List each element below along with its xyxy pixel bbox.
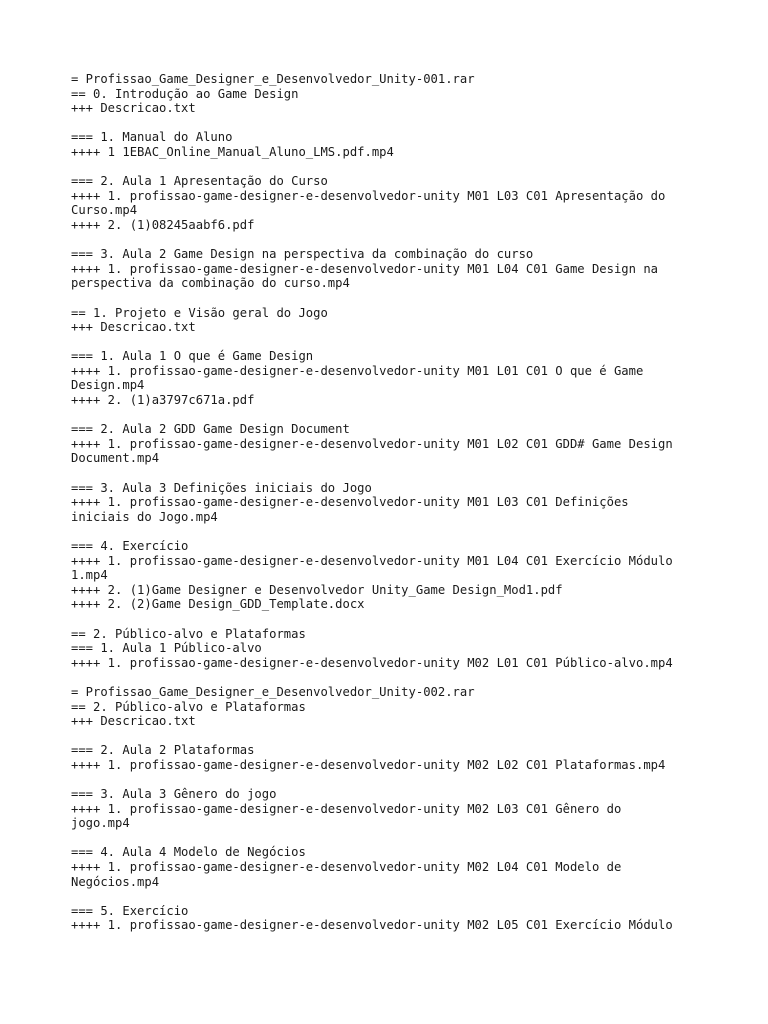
text-block <box>71 72 701 116</box>
blank-line <box>71 408 701 423</box>
text-line: Negócios.mp4 <box>71 874 160 889</box>
text-line: ++++ 1. profissao-game-designer-e-desenvolvedor-unity M01 L04 C01 Game Design na <box>71 261 658 276</box>
text-line: = Profissao_Game_Designer_e_Desenvolvedor_Unity-002.rar <box>71 684 475 699</box>
blank-line <box>71 116 701 131</box>
text-line: === 3. Aula 2 Game Design na perspectiva da combinação do curso <box>71 247 534 262</box>
text-block <box>71 904 701 933</box>
text-line: === 3. Aula 3 Gênero do jogo <box>71 787 277 802</box>
text-line: ++++ 1. profissao-game-designer-e-desenvolvedor-unity M01 L03 C01 Apresentação do <box>71 188 666 203</box>
text-line: +++ Descricao.txt <box>71 101 196 116</box>
blank-line <box>71 335 701 350</box>
text-line: == 1. Projeto e Visão geral do Jogo <box>71 305 328 320</box>
text-line: ++++ 1. profissao-game-designer-e-desenvolvedor-unity M02 L04 C01 Modelo de <box>71 860 622 875</box>
text-line: === 2. Aula 2 Plataformas <box>71 743 255 758</box>
text-block <box>71 422 701 466</box>
text-line: ++++ 1. profissao-game-designer-e-desenvolvedor-unity M01 L03 C01 Definições <box>71 495 629 510</box>
text-block <box>71 685 701 729</box>
text-line: 1.mp4 <box>71 568 108 583</box>
text-block <box>71 349 701 407</box>
text-line: ++++ 1 1EBAC_Online_Manual_Aluno_LMS.pdf.mp4 <box>71 144 394 159</box>
text-line: ++++ 1. profissao-game-designer-e-desenvolvedor-unity M01 L02 C01 GDD# Game Design <box>71 436 673 451</box>
text-line: Curso.mp4 <box>71 203 138 218</box>
text-line: === 4. Exercício <box>71 539 189 553</box>
text-line: ++++ 1. profissao-game-designer-e-desenvolvedor-unity M02 L05 C01 Exercício Módulo <box>71 918 673 933</box>
text-line: === 1. Aula 1 Público-alvo <box>71 641 262 656</box>
text-line: === 3. Aula 3 Definições iniciais do Jogo <box>71 480 372 495</box>
blank-line <box>71 773 701 788</box>
blank-line <box>71 831 701 846</box>
blank-line <box>71 160 701 175</box>
text-block <box>71 481 701 525</box>
text-line: ++++ 2. (1)a3797c671a.pdf <box>71 393 255 408</box>
text-line: == 0. Introdução ao Game Design <box>71 86 299 101</box>
text-line: Design.mp4 <box>71 378 145 393</box>
text-line: ++++ 1. profissao-game-designer-e-desenvolvedor-unity M01 L04 C01 Exercício Módulo <box>71 553 673 568</box>
text-line: jogo.mp4 <box>71 816 130 831</box>
text-line: === 1. Aula 1 O que é Game Design <box>71 349 314 364</box>
text-line: ++++ 1. profissao-game-designer-e-desenvolvedor-unity M02 L03 C01 Gênero do <box>71 801 622 816</box>
text-block <box>71 845 701 889</box>
text-block <box>71 743 701 772</box>
blank-line <box>71 612 701 627</box>
text-line: == 2. Público-alvo e Plataformas <box>71 626 306 641</box>
text-block <box>71 627 701 671</box>
text-line: Document.mp4 <box>71 451 160 466</box>
text-line: == 2. Público-alvo e Plataformas <box>71 699 306 714</box>
blank-line <box>71 729 701 744</box>
text-line: ++++ 2. (1)Game Designer e Desenvolvedor Unity_Game Design_Mod1.pdf <box>71 582 563 597</box>
blank-line <box>71 670 701 685</box>
text-line: +++ Descricao.txt <box>71 320 196 335</box>
text-line: === 4. Aula 4 Modelo de Negócios <box>71 845 306 860</box>
text-block <box>71 174 701 232</box>
text-line: === 2. Aula 2 GDD Game Design Document <box>71 422 350 437</box>
text-line: iniciais do Jogo.mp4 <box>71 509 218 524</box>
blank-line <box>71 524 701 539</box>
text-line: ++++ 2. (1)08245aabf6.pdf <box>71 217 255 232</box>
text-line: === 2. Aula 1 Apresentação do Curso <box>71 174 328 189</box>
text-line: ++++ 1. profissao-game-designer-e-desenvolvedor-unity M02 L01 C01 Público-alvo.mp4 <box>71 655 673 670</box>
text-block <box>71 306 701 335</box>
blank-line <box>71 233 701 248</box>
blank-line <box>71 889 701 904</box>
text-block <box>71 539 701 612</box>
text-line: === 1. Manual do Aluno <box>71 130 233 145</box>
document-body <box>71 72 701 933</box>
blank-line <box>71 291 701 306</box>
text-line: perspectiva da combinação do curso.mp4 <box>71 276 350 291</box>
text-line: = Profissao_Game_Designer_e_Desenvolvedor_Unity-001.rar <box>71 72 475 86</box>
text-block <box>71 130 701 159</box>
text-block <box>71 247 701 291</box>
text-line: ++++ 1. profissao-game-designer-e-desenvolvedor-unity M01 L01 C01 O que é Game <box>71 363 644 378</box>
text-block <box>71 787 701 831</box>
text-line: ++++ 2. (2)Game Design_GDD_Template.docx <box>71 597 365 612</box>
text-line: === 5. Exercício <box>71 903 189 918</box>
text-line: +++ Descricao.txt <box>71 714 196 729</box>
text-line: ++++ 1. profissao-game-designer-e-desenvolvedor-unity M02 L02 C01 Plataformas.mp4 <box>71 757 666 772</box>
blank-line <box>71 466 701 481</box>
